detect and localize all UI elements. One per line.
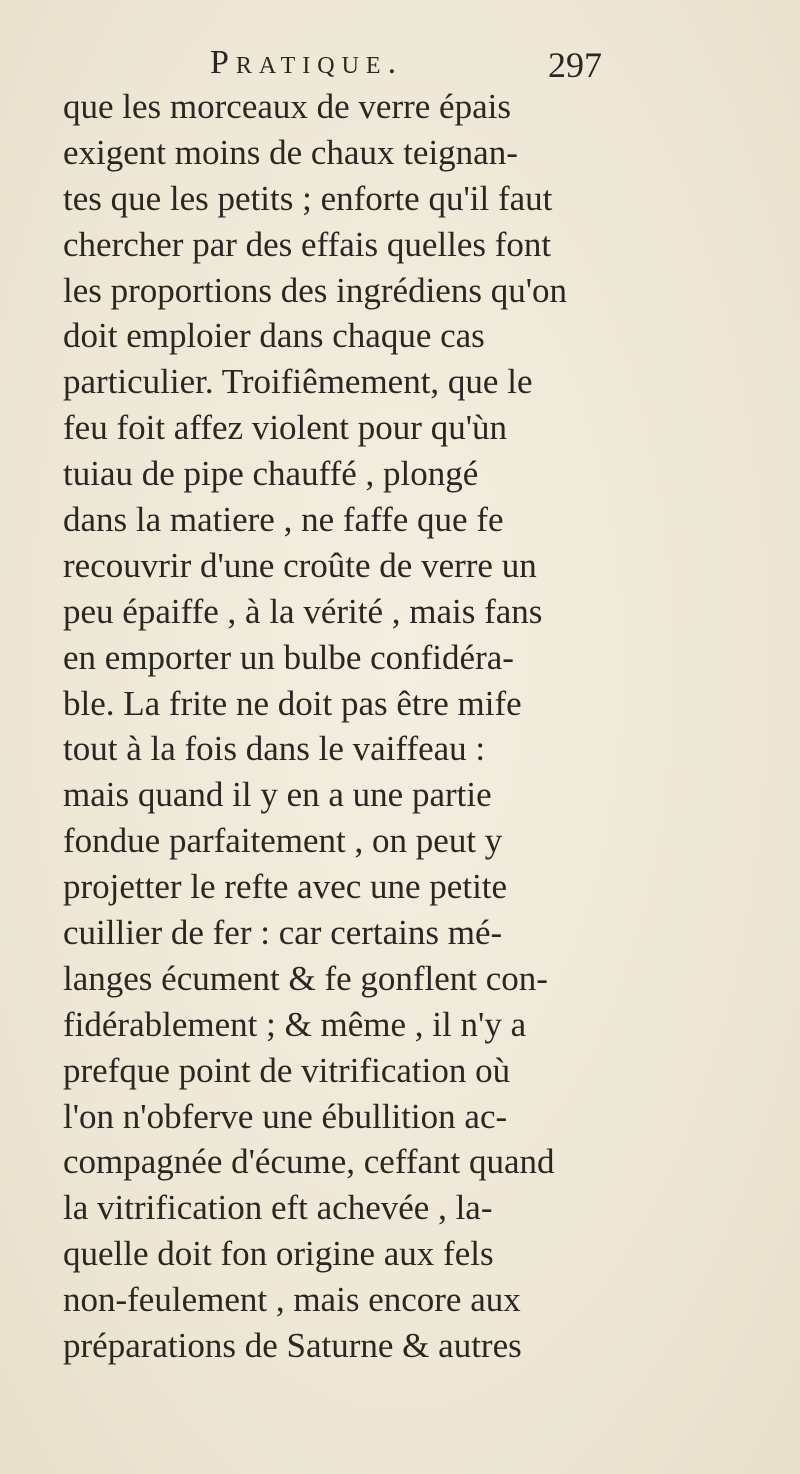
- page-header: [0, 44, 800, 88]
- text-line: prefque point de vitrification où: [63, 1050, 511, 1090]
- text-line: tes que les petits ; enforte qu'il faut: [63, 178, 553, 218]
- text-line: l'on n'obferve une ébullition ac-: [63, 1096, 508, 1136]
- text-line: feu foit affez violent pour qu'ùn: [63, 408, 507, 448]
- text-line: ble. La frite ne doit pas être mife: [63, 683, 522, 723]
- text-line: fidérablement ; & même , il n'y a: [63, 1004, 527, 1044]
- text-line: langes écument & fe gonflent con-: [63, 958, 548, 998]
- running-title: Pratique.: [210, 44, 404, 81]
- page-number: 297: [548, 45, 602, 85]
- text-line: chercher par des effais quelles font: [63, 224, 552, 264]
- text-line: particulier. Troifiêmement, que le: [63, 362, 533, 402]
- text-line: tuiau de pipe chauffé , plongé: [63, 454, 479, 494]
- text-line: la vitrification eft achevée , la-: [63, 1188, 493, 1228]
- text-line: quelle doit fon origine aux fels: [63, 1234, 494, 1274]
- text-line: recouvrir d'une croûte de verre un: [63, 545, 537, 585]
- text-line: cuillier de fer : car certains mé-: [63, 913, 503, 953]
- text-line: projetter le refte avec une petite: [63, 867, 508, 907]
- text-line: tout à la fois dans le vaiffeau :: [63, 729, 486, 769]
- text-line: préparations de Saturne & autres: [63, 1326, 522, 1366]
- text-line: les proportions des ingrédiens qu'on: [63, 270, 568, 310]
- text-line: peu épaiffe , à la vérité , mais fans: [63, 591, 543, 631]
- text-line: dans la matiere , ne faffe que fe: [63, 500, 504, 540]
- text-line: fondue parfaitement , on peut y: [63, 821, 503, 861]
- text-line: en emporter un bulbe confidéra-: [63, 637, 514, 677]
- text-line: doit emploier dans chaque cas: [63, 316, 485, 356]
- text-line: compagnée d'écume, ceffant quand: [63, 1142, 555, 1182]
- text-line: que les morceaux de verre épais: [63, 87, 511, 126]
- text-line: exigent moins de chaux teignan-: [63, 132, 518, 172]
- text-line: non-feulement , mais encore aux: [63, 1280, 521, 1320]
- text-line: mais quand il y en a une partie: [63, 775, 492, 815]
- body-text: [63, 84, 633, 1369]
